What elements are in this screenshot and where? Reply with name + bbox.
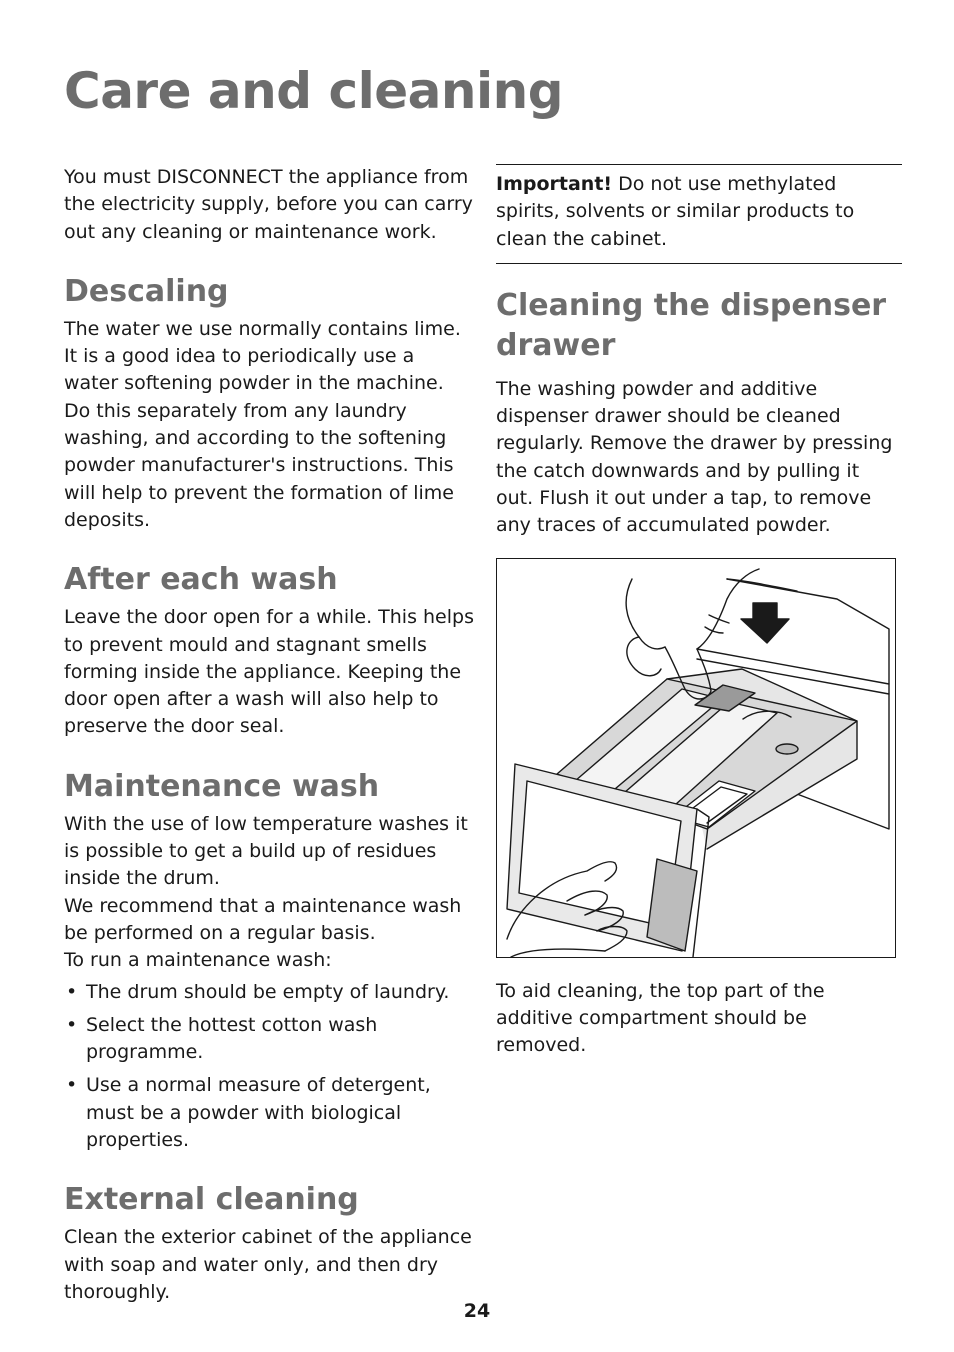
list-item: • Use a normal measure of detergent, must be a powder with biological properties.: [66, 1074, 431, 1152]
figure-caption: To aid cleaning, the top part of the additive compartment should be removed.: [496, 979, 825, 1057]
right-column: [496, 164, 902, 1060]
section-maintenance-wash: [64, 767, 474, 1155]
bullet-icon: •: [66, 980, 78, 1003]
after-each-wash-body: Leave the door open for a while. This helps to prevent mould and stagnant smells forming inside the appliance. Keeping the door open after a wash will also help to preserve the door seal.: [64, 606, 474, 738]
bullet-icon: •: [66, 1074, 78, 1097]
dispenser-body: The washing powder and additive dispenser drawer should be cleaned regularly. Remove the drawer by pressing the catch downwards and by pulling it out. Flush it out under a tap, to remove any traces of accumulated powder.: [496, 377, 893, 537]
bullet-icon: •: [66, 1013, 78, 1036]
page-title: Care and cleaning: [64, 62, 563, 120]
heading-after-each-wash: After each wash: [64, 562, 338, 598]
heading-external-cleaning: External cleaning: [64, 1182, 359, 1218]
maintenance-line-1: With the use of low temperature washes it is possible to get a build up of residues inside the drum.: [64, 812, 468, 890]
descaling-body: The water we use normally contains lime. It is a good idea to periodically use a water softening powder in the machine. Do this separately from any laundry washing, and according to the softening powder manufacturer's instructions. This will help to prevent the formation of lime deposits.: [64, 317, 461, 531]
important-text: Do not use methylated spirits, solvents or similar products to clean the cabinet.: [496, 173, 855, 250]
maintenance-line-2: We recommend that a maintenance wash be performed on a regular basis.: [64, 894, 462, 944]
maintenance-bullet-list: [64, 979, 474, 1155]
external-cleaning-body: Clean the exterior cabinet of the appliance with soap and water only, and then dry thoroughly.: [64, 1226, 472, 1303]
section-after-each-wash: [64, 560, 474, 740]
hand-top: [626, 579, 665, 649]
section-descaling: [64, 272, 474, 534]
important-notice: [496, 164, 902, 264]
arrow-down-icon: [741, 603, 789, 643]
left-column: [64, 164, 474, 1332]
important-label: Important!: [496, 173, 613, 195]
page-number: 24: [463, 1300, 491, 1322]
list-item: • The drum should be empty of laundry.: [64, 979, 474, 1006]
heading-descaling: Descaling: [64, 273, 229, 309]
heading-maintenance-wash: Maintenance wash: [64, 768, 380, 804]
list-item: • Select the hottest cotton wash programme.: [66, 1013, 378, 1064]
maintenance-line-3: To run a maintenance wash:: [64, 949, 332, 972]
dispenser-drawer-illustration: [496, 558, 896, 958]
heading-dispenser-drawer: Cleaning the dispenser drawer: [496, 287, 887, 363]
intro-paragraph: You must DISCONNECT the appliance from the electricity supply, before you can carry out any cleaning or maintenance work.: [64, 166, 473, 243]
section-external-cleaning: [64, 1180, 474, 1306]
drawer-drawing: [497, 559, 895, 957]
